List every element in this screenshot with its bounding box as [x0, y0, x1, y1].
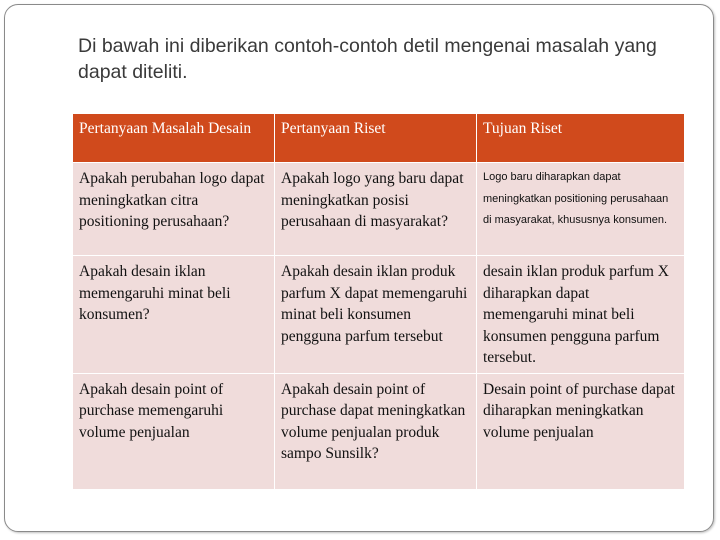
table-header-row — [73, 114, 685, 163]
table-cell: Apakah logo yang baru dapat meningkatkan posisi perusahaan di masyarakat? — [275, 163, 477, 256]
table-cell: Apakah desain point of purchase memengaruhi volume penjualan — [73, 373, 275, 489]
table-cell: Apakah desain iklan produk parfum X dapat memengaruhi minat beli konsumen pengguna parfum tersebut — [275, 256, 477, 374]
table-row — [73, 163, 685, 256]
research-table — [72, 113, 685, 490]
table-row — [73, 256, 685, 374]
header-research-question: Pertanyaan Riset — [275, 114, 477, 163]
slide-title: Di bawah ini diberikan contoh-contoh detil mengenai masalah yang dapat diteliti. — [78, 35, 657, 83]
header-design-problem-question: Pertanyaan Masalah Desain — [73, 114, 275, 163]
table-cell: Desain point of purchase dapat diharapkan meningkatkan volume penjualan — [477, 373, 685, 489]
table-cell: desain iklan produk parfum X diharapkan dapat memengaruhi minat beli konsumen pengguna parfum tersebut. — [477, 256, 685, 374]
table-cell: Apakah desain point of purchase dapat meningkatkan volume penjualan produk sampo Sunsilk? — [275, 373, 477, 489]
table-row — [73, 373, 685, 489]
table-cell: Logo baru diharapkan dapat meningkatkan positioning perusahaan di masyarakat, khususnya konsumen. — [477, 163, 685, 256]
header-research-goal: Tujuan Riset — [477, 114, 685, 163]
table-cell: Apakah perubahan logo dapat meningkatkan citra positioning perusahaan? — [73, 163, 275, 256]
table-cell: Apakah desain iklan memengaruhi minat beli konsumen? — [73, 256, 275, 374]
